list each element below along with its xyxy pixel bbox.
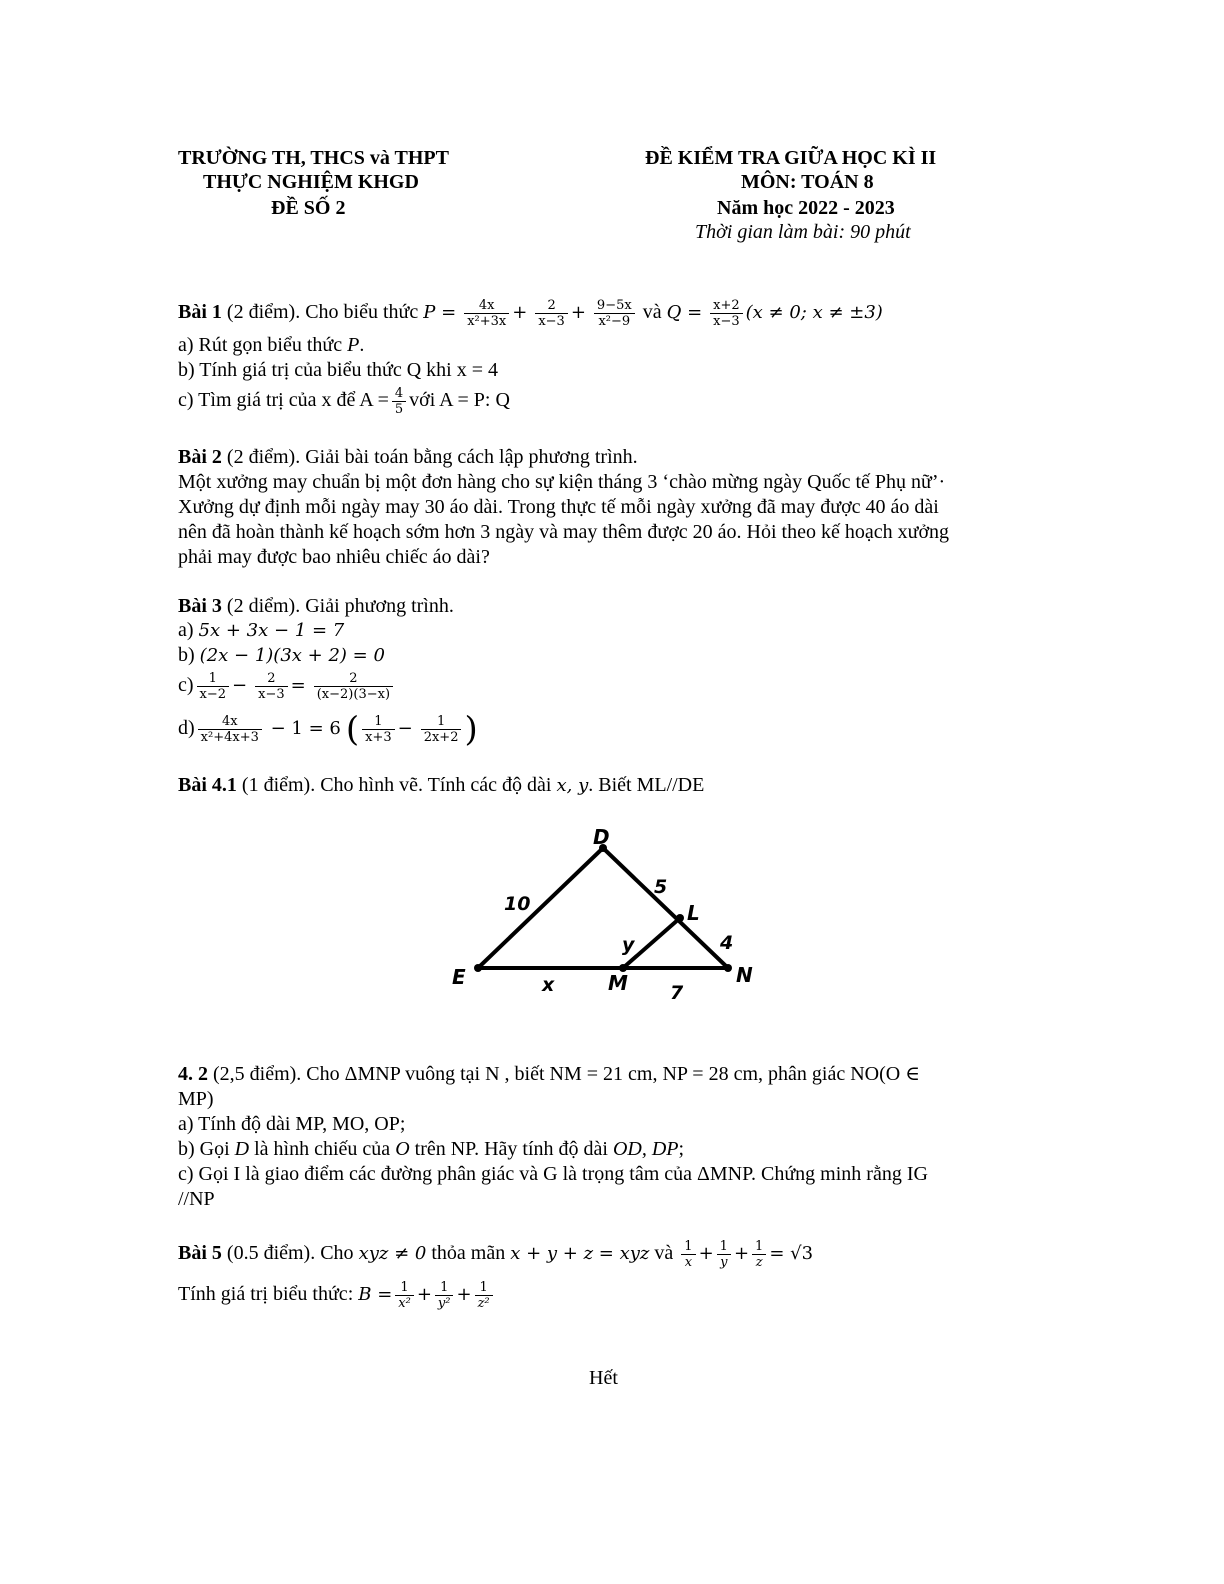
- bai3-part-a: a) 5x + 3x − 1 = 7: [178, 619, 345, 641]
- label-N: N: [736, 963, 753, 987]
- bai1-and: và: [637, 301, 667, 323]
- bai1-part-b: b) Tính giá trị của biểu thức Q khi x = 4: [178, 359, 499, 381]
- exam-title: ĐỀ KIỂM TRA GIỮA HỌC KÌ II: [645, 147, 937, 169]
- bai2-line2: Xưởng dự định mỗi ngày may 30 áo dài. Trong thực tế mỗi ngày xưởng đã may được 40 áo dài: [178, 496, 939, 518]
- subject-line: MÔN: TOÁN 8: [741, 171, 874, 193]
- bai1-part-a: a) Rút gọn biểu thức P.: [178, 334, 365, 356]
- end-mark: Hết: [589, 1367, 618, 1389]
- bai5-line2: Tính giá trị biểu thức: B = $\frac{1}{\text{x²}}$ + $\frac{1}{\text{y²}}$ + $\frac{1}{\text{z²}}$: [178, 1275, 496, 1314]
- label-E: E: [452, 965, 466, 989]
- length-DL: 5: [654, 876, 668, 898]
- bai41-heading: Bài 4.1 (1 điểm). Cho hình vẽ. Tính các độ dài x, y. Biết ML//DE: [178, 774, 705, 796]
- length-LN: 4: [720, 932, 734, 954]
- bai3-c-frac1: $\frac{1}{x-2}$: [197, 671, 230, 702]
- bai3-c-frac2: $\frac{2}{x-3}$: [255, 671, 288, 702]
- bai3-d-frac2: $\frac{1}{x+3}$: [362, 714, 395, 745]
- bai5-line1: Bài 5 (0.5 điểm). Cho xyz ≠ 0 thỏa mãn x + y + z = xyz và $\frac{1}{x}$ + $\frac{1}{y}$ + $\frac{1}{z}$ = √3: [178, 1238, 814, 1270]
- length-EM: x: [542, 974, 555, 996]
- time-limit: Thời gian làm bài: 90 phút: [695, 221, 911, 243]
- bai5-frac-1y2: $\frac{1}{\text{y²}}$: [435, 1280, 454, 1311]
- point-E: [474, 964, 482, 972]
- bai5-frac-1z: $\frac{1}{z}$: [752, 1239, 766, 1270]
- bai1-frac3: $\frac{9-5x}{\text{x²−9}}$: [594, 298, 635, 329]
- bai2-line3: nên đã hoàn thành kế hoạch sớm hơn 3 ngày và may thêm được 20 áo. Hỏi theo kế hoạch xưởng: [178, 521, 950, 543]
- bai1-title: Bài 1: [178, 301, 222, 323]
- bai42-part-c2: //NP: [178, 1188, 215, 1210]
- school-name-line2: THỰC NGHIỆM KHGD: [203, 171, 419, 193]
- exam-code: ĐỀ SỐ 2: [271, 197, 346, 219]
- label-L: L: [687, 901, 700, 925]
- bai42-part-a: a) Tính độ dài MP, MO, OP;: [178, 1113, 406, 1135]
- bai1-statement: Bài 1 (2 điểm). Cho biểu thức P = $\frac{4x}{\text{x²+3x}}$ + $\frac{2}{x-3}$ + $\frac{9-5x}{\text{x²−9}}$ và Q = $\frac{x+2}{x-3}$ (x ≠ 0; x ≠ ±3): [178, 297, 883, 329]
- length-ML: y: [622, 934, 635, 956]
- point-L: [676, 914, 684, 922]
- bai1-c-frac: $\frac{4}{5}$: [392, 386, 406, 417]
- length-MN: 7: [670, 982, 684, 1004]
- bai3-part-c: c) $\frac{1}{x-2}$ − $\frac{2}{x-3}$ = $\frac{2}{(x-2)(3-x)}$: [178, 666, 396, 705]
- school-year: Năm học 2022 - 2023: [717, 197, 895, 219]
- bai42-part-b: b) Gọi D là hình chiếu của O trên NP. Hãy tính độ dài OD, DP;: [178, 1138, 685, 1160]
- segment-DE: [478, 848, 603, 968]
- bai1-q-eq: Q =: [666, 302, 703, 323]
- bai5-frac-1y: $\frac{1}{y}$: [717, 1239, 731, 1270]
- triangle-figure: [440, 820, 790, 1010]
- bai3-d-frac1: $\frac{4x}{\text{x²+4x+3}}$: [198, 714, 262, 745]
- bai1-p-eq: P =: [423, 302, 457, 323]
- bai42-line1: 4. 2 (2,5 điểm). Cho ΔMNP vuông tại N , biết NM = 21 cm, NP = 28 cm, phân giác NO(O ∈: [178, 1063, 921, 1085]
- length-DE: 10: [504, 893, 531, 915]
- point-N: [724, 964, 732, 972]
- school-name-line1: TRƯỜNG TH, THCS và THPT: [178, 147, 449, 169]
- bai42-part-c1: c) Gọi I là giao điểm các đường phân giác và G là trọng tâm của ΔMNP. Chứng minh rằng IG: [178, 1163, 928, 1185]
- bai1-fracq: $\frac{x+2}{x-3}$: [710, 298, 743, 329]
- bai42-line2: MP): [178, 1088, 214, 1110]
- bai3-d-frac3: $\frac{1}{2x+2}$: [421, 714, 462, 745]
- bai5-frac-1x: $\frac{1}{x}$: [681, 1239, 695, 1270]
- bai5-frac-1z2: $\frac{1}{\text{z²}}$: [475, 1280, 493, 1311]
- bai3-heading: Bài 3 (2 diểm). Giải phương trình.: [178, 595, 454, 617]
- bai1-points: (2 điểm). Cho biểu thức: [221, 301, 424, 323]
- bai1-frac2: $\frac{2}{x-3}$: [535, 298, 568, 329]
- bai3-part-d: d) $\frac{4x}{\text{x²+4x+3}}$ − 1 = 6 ( $\frac{1}{x+3}$ − $\frac{1}{2x+2}$ ): [178, 709, 478, 750]
- bai2-line4: phải may được bao nhiêu chiếc áo dài?: [178, 546, 490, 568]
- bai1-frac1: $\frac{4x}{\text{x²+3x}}$: [464, 298, 509, 329]
- bai2-line1: Một xưởng may chuẩn bị một đơn hàng cho sự kiện tháng 3 ‘chào mừng ngày Quốc tế Phụ nữ’·: [178, 471, 946, 493]
- label-M: M: [608, 971, 628, 995]
- bai1-part-c: c) Tìm giá trị của x để A = $\frac{4}{5}$ với A = P: Q: [178, 385, 510, 417]
- bai2-heading: Bài 2 (2 điểm). Giải bài toán bằng cách lập phương trình.: [178, 446, 638, 468]
- bai3-c-frac3: $\frac{2}{(x-2)(3-x)}$: [314, 671, 393, 702]
- bai3-part-b: b) (2x − 1)(3x + 2) = 0: [178, 644, 385, 666]
- bai1-condition: (x ≠ 0; x ≠ ±3): [745, 302, 883, 323]
- bai5-frac-1x2: $\frac{1}{\text{x²}}$: [395, 1280, 414, 1311]
- label-D: D: [593, 825, 610, 849]
